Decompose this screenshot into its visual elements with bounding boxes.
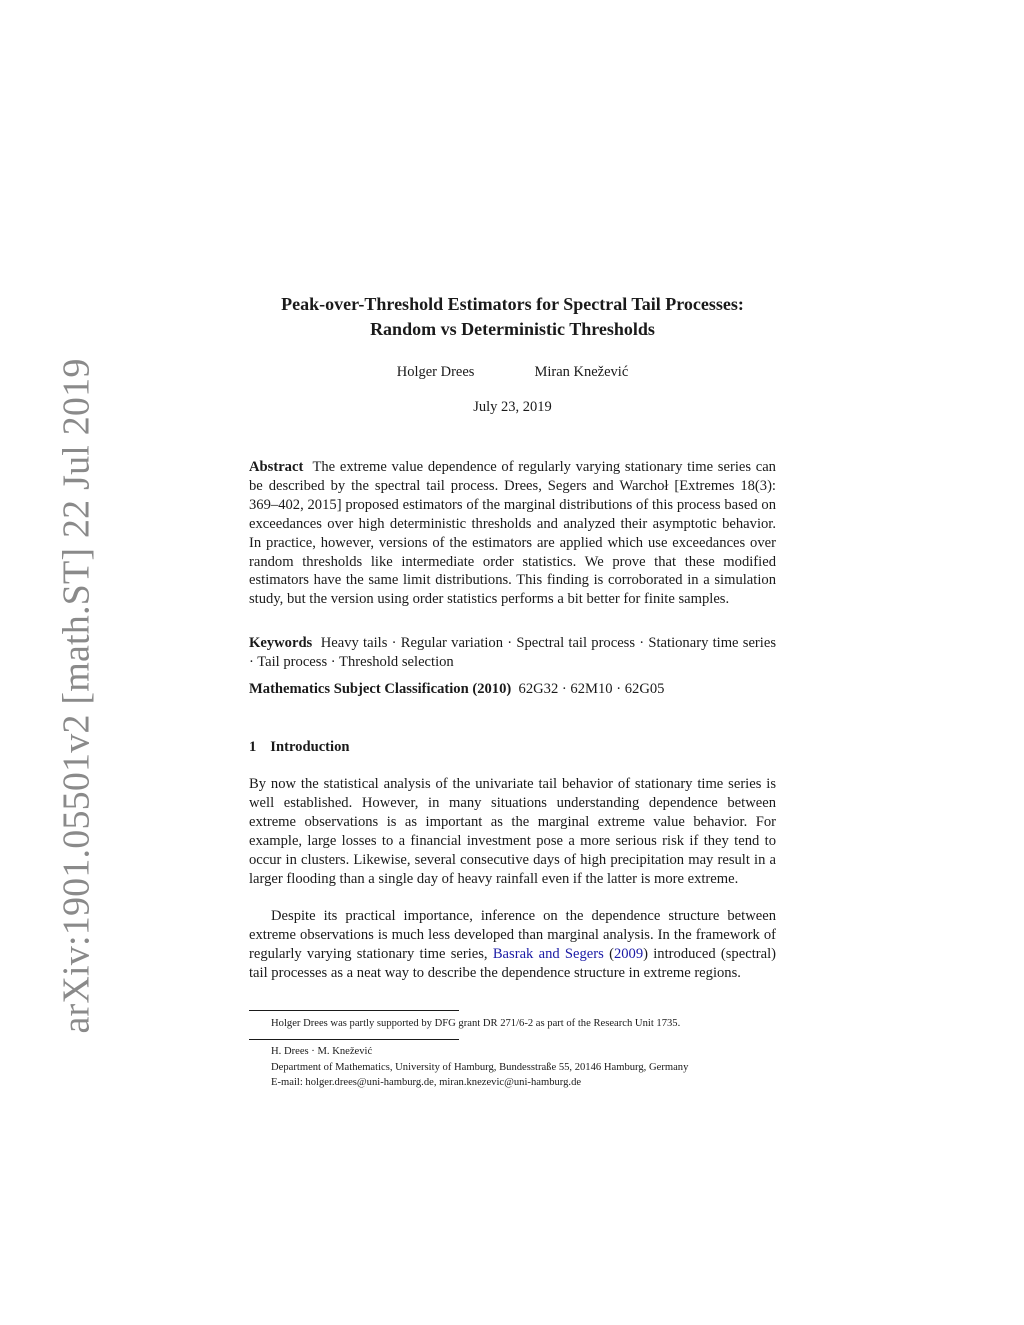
abstract-text: The extreme value dependence of regularly varying stationary time series can be described by the spectral tail process. Drees, Segers and Warchoł [Extremes 18(3): 369–402, 2015] proposed estimators of the marginal distributions of this process based on exceedances over high deterministic thresholds and analyzed their asymptotic behavior. In practice, however, versions of the estimators are applied which use exceedances over random thresholds like intermediate order statistics. We prove that these modified estimators have the same limit distributions. This finding is corroborated in a simulation study, but the version using order statistics performs a bit better for finite samples. (249, 459, 776, 608)
keywords-text: Heavy tails · Regular variation · Spectral tail process · Stationary time series · Tail process · Threshold selection (249, 635, 777, 670)
msc-classification (249, 680, 776, 699)
intro-paragraph-2 (249, 907, 776, 983)
affiliation-names: H. Drees · M. Knežević (271, 1046, 373, 1057)
paper-title-line-1: Peak-over-Threshold Estimators for Spectral Tail Processes: (281, 294, 744, 314)
abstract (249, 458, 776, 609)
arxiv-identifier-text: arXiv:1901.05501v2 [math.ST] 22 Jul 2019 (56, 357, 98, 1034)
publication-date: July 23, 2019 (473, 399, 552, 415)
citation-link-authors[interactable]: Basrak and Segers (492, 945, 604, 962)
paper-title (249, 292, 776, 342)
citation-link-year[interactable]: 2009 (613, 945, 644, 962)
keywords-label: Keywords (249, 635, 313, 651)
abstract-label: Abstract (249, 459, 304, 475)
section-title: Introduction (270, 739, 350, 755)
section-number: 1 (249, 739, 257, 755)
funding-footnote: Holger Drees was partly supported by DFG grant DR 271/6-2 as part of the Research Unit 1735. (271, 1018, 681, 1029)
msc-text: 62G32 · 62M10 · 62G05 (518, 681, 665, 697)
citation-close-paren: ) (643, 945, 648, 962)
arxiv-identifier-stamp (52, 357, 102, 1034)
author-list (249, 364, 776, 381)
msc-label: Mathematics Subject Classification (2010) (249, 681, 512, 697)
intro-p2-text-after: introduced (spectral) tail processes as a neat way to describe the dependence structure in extreme regions. (249, 945, 776, 981)
footnote-rule (249, 1010, 459, 1011)
author-name: Miran Knežević (534, 364, 629, 380)
affiliation-footnote (271, 1044, 688, 1091)
author-name: Holger Drees (396, 364, 475, 380)
intro-paragraph-1: By now the statistical analysis of the univariate tail behavior of stationary time series is well established. However, in many situations understanding dependence between extreme observations is as important as the marginal extreme value behavior. For example, large losses to a financial investment pose a more serious risk if they tend to occur in clusters. Likewise, several consecutive days of high precipitation may result in a larger flooding than a single day of heavy rainfall even if the latter is more extreme. (249, 776, 776, 887)
affiliation-email: E-mail: holger.drees@uni-hamburg.de, miran.knezevic@uni-hamburg.de (271, 1077, 582, 1088)
section-heading (249, 739, 350, 756)
affiliation-rule (249, 1039, 459, 1040)
affiliation-department: Department of Mathematics, University of Hamburg, Bundesstraße 55, 20146 Hamburg, Germany (271, 1061, 689, 1073)
keywords (249, 634, 776, 672)
paper-title-line-2: Random vs Deterministic Thresholds (370, 319, 655, 339)
citation-open-paren: ( (609, 945, 614, 962)
intro-p2-text-before: Despite its practical importance, inference on the dependence structure between extreme observations is much less developed than marginal analysis. In the framework of regularly varying stationary time series, (249, 908, 776, 962)
